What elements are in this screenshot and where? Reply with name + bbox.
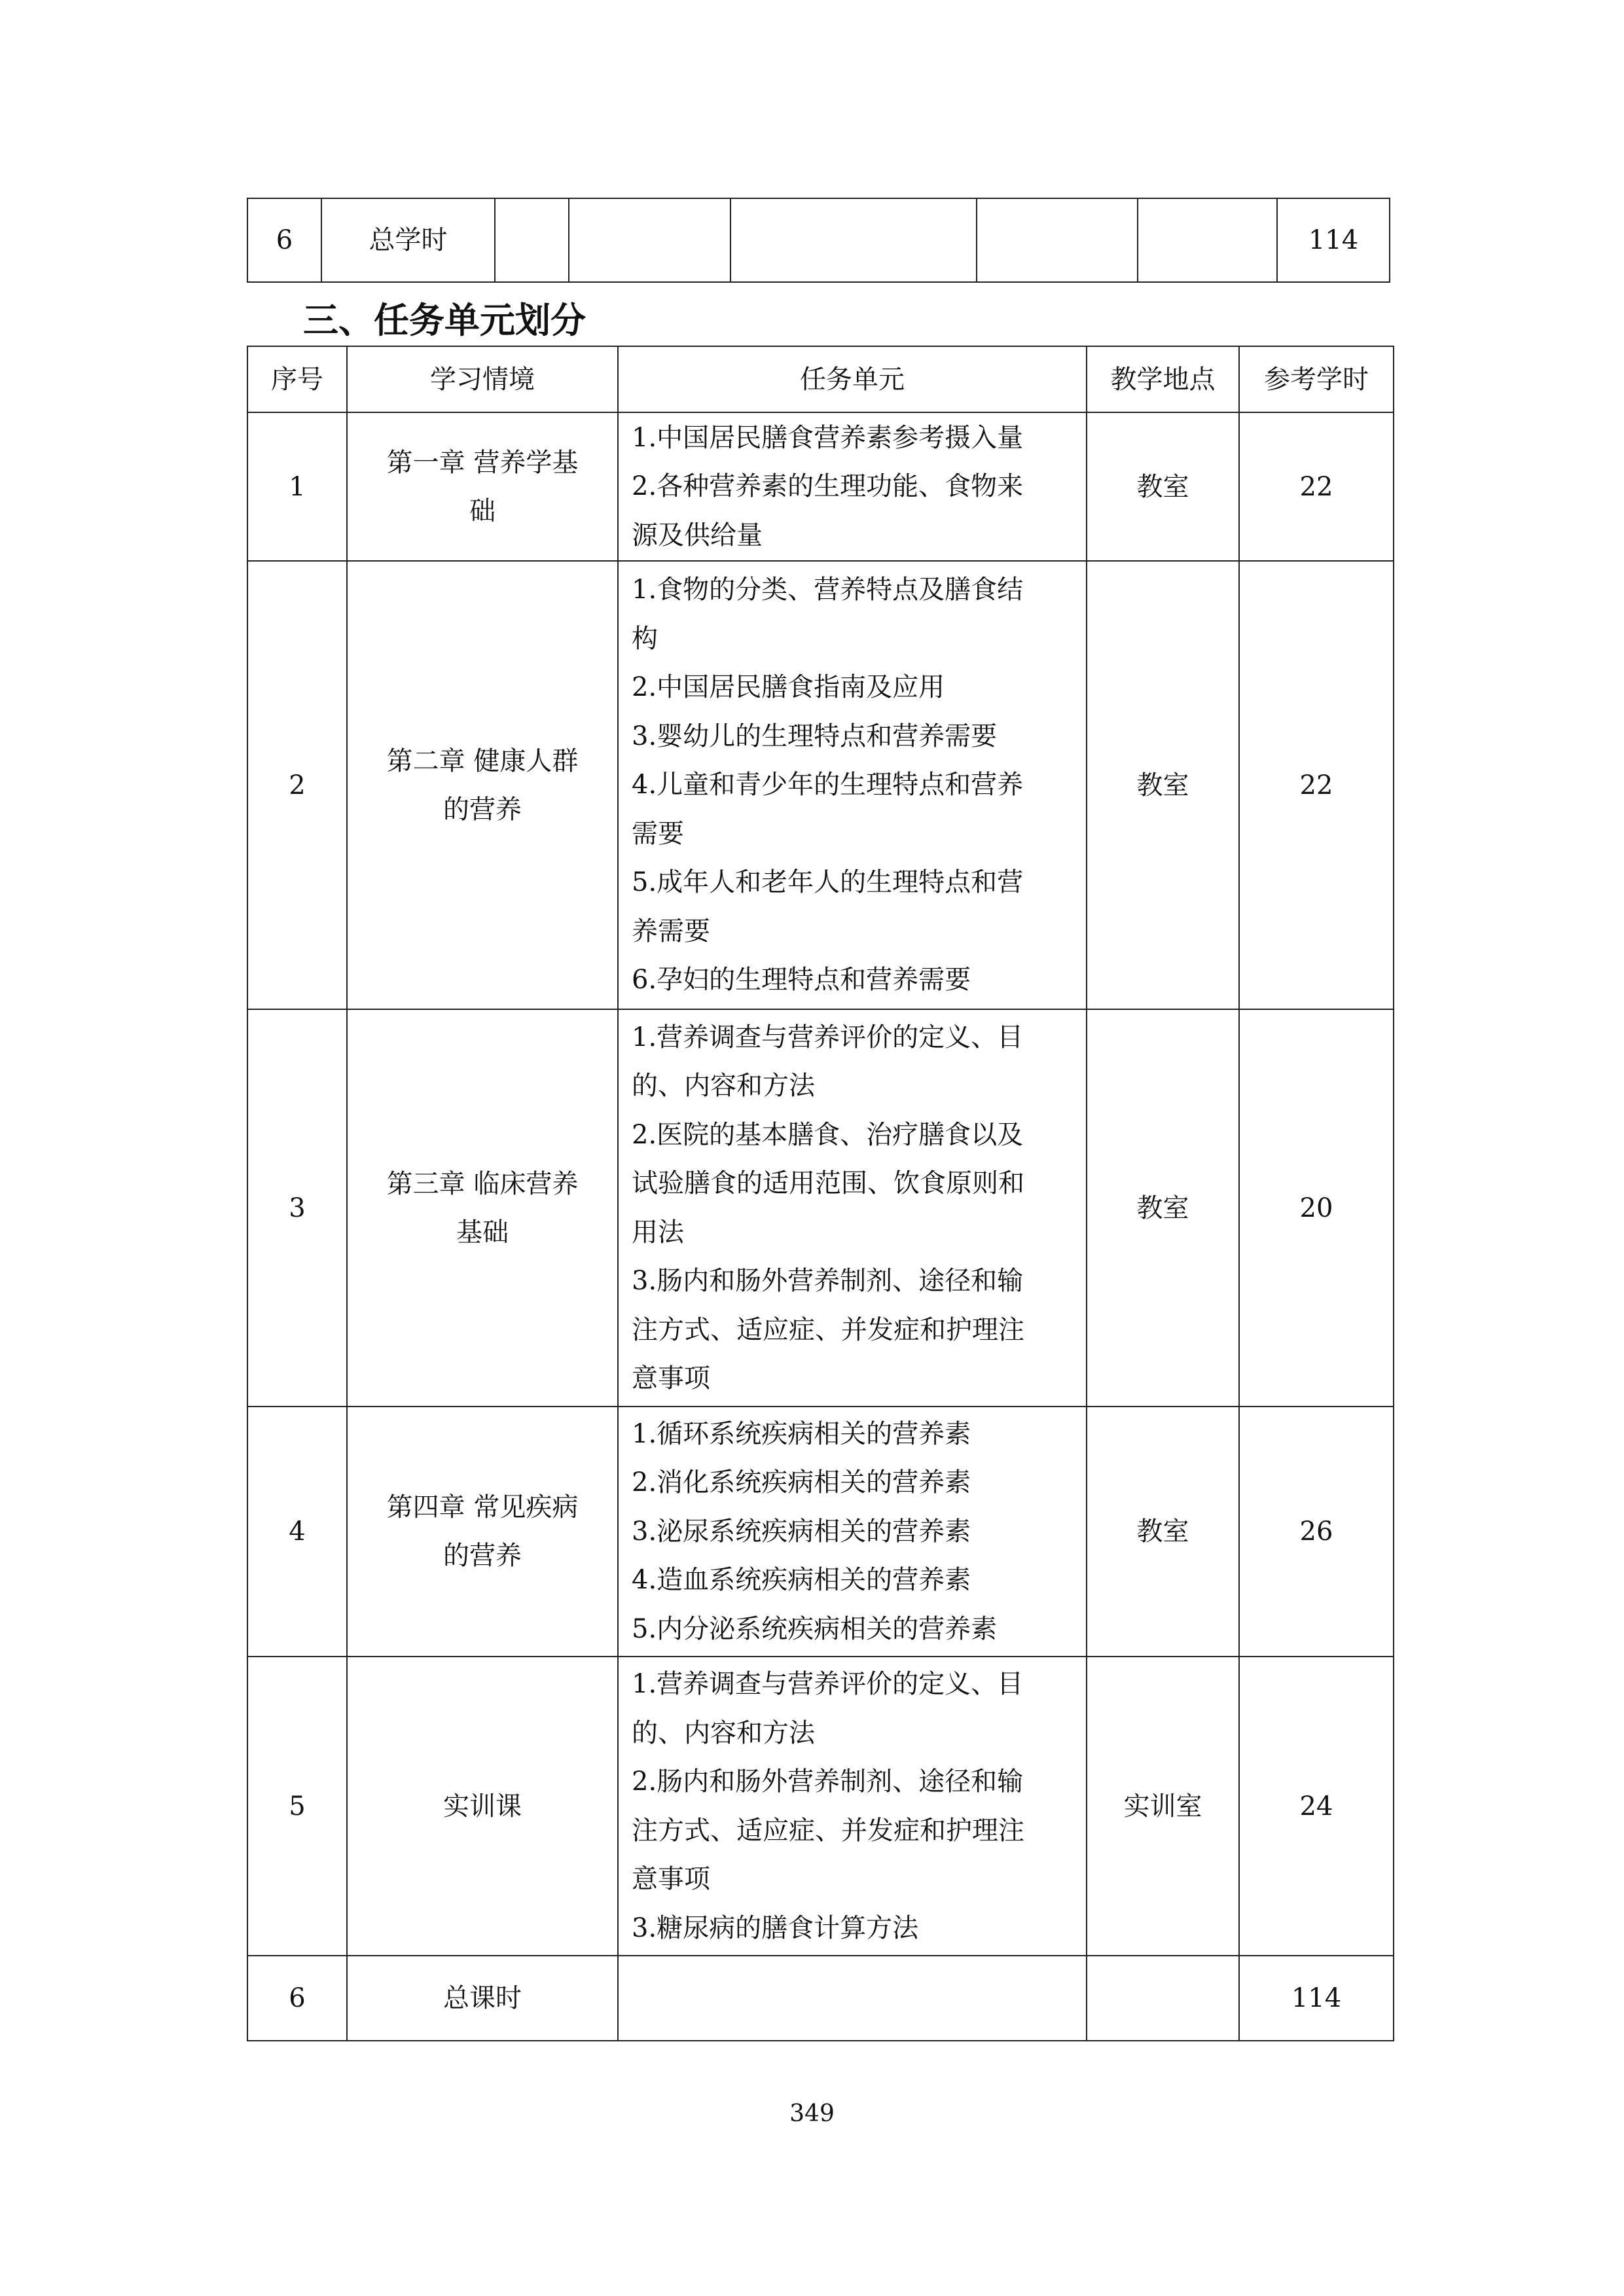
cell-total-hours: 114	[1277, 198, 1390, 282]
row-hours: 20	[1239, 1009, 1394, 1407]
cell-empty	[495, 198, 569, 282]
task-line: 5.成年人和老年人的生理特点和营	[632, 867, 1024, 898]
total-no: 6	[247, 1956, 347, 2041]
task-line: 2.各种营养素的生理功能、食物来	[632, 471, 1024, 502]
situation-line: 的营养	[443, 1541, 522, 1571]
situation-line: 第二章 健康人群	[386, 745, 579, 776]
task-line: 3.泌尿系统疾病相关的营养素	[632, 1516, 971, 1547]
header-no: 序号	[247, 346, 347, 412]
total-row	[247, 1956, 1394, 2041]
task-line: 4.儿童和青少年的生理特点和营养	[632, 770, 1024, 800]
cell-empty	[731, 198, 977, 282]
row-task-unit	[618, 561, 1087, 1009]
row-situation	[347, 412, 618, 561]
task-unit-table	[247, 346, 1394, 2041]
cell-empty	[977, 198, 1138, 282]
task-table-body	[247, 346, 1394, 2041]
total-location	[1087, 1956, 1239, 2041]
task-line: 3.婴幼儿的生理特点和营养需要	[632, 721, 998, 751]
task-line: 2.肠内和肠外营养制剂、途径和输	[632, 1767, 1024, 1797]
page-number: 349	[789, 2100, 835, 2127]
row-location: 教室	[1087, 1009, 1239, 1407]
row-task-unit	[618, 412, 1087, 561]
table-row	[247, 1657, 1394, 1956]
task-line: 1.循环系统疾病相关的营养素	[632, 1418, 971, 1449]
row-location: 教室	[1087, 561, 1239, 1009]
row-hours: 22	[1239, 412, 1394, 561]
row-task-unit	[618, 1657, 1087, 1956]
task-line: 1.中国居民膳食营养素参考摄入量	[632, 422, 1024, 453]
total-label: 总课时	[347, 1956, 618, 2041]
task-line: 5.内分泌系统疾病相关的营养素	[632, 1613, 998, 1644]
header-location: 教学地点	[1087, 346, 1239, 412]
task-line: 2.医院的基本膳食、治疗膳食以及	[632, 1119, 1024, 1150]
task-line: 注方式、适应症、并发症和护理注	[632, 1314, 1024, 1345]
section-title: 三、任务单元划分	[303, 300, 586, 341]
total-hours: 114	[1239, 1956, 1394, 2041]
row-no: 4	[247, 1407, 347, 1657]
task-line: 4.造血系统疾病相关的营养素	[632, 1565, 971, 1596]
header-situation: 学习情境	[347, 346, 618, 412]
row-location: 教室	[1087, 1407, 1239, 1657]
row-location: 实训室	[1087, 1657, 1239, 1956]
table-row	[247, 1009, 1394, 1407]
row-situation	[347, 561, 618, 1009]
situation-line: 第一章 营养学基	[386, 447, 579, 478]
row-no: 1	[247, 412, 347, 561]
situation-line: 的营养	[443, 794, 522, 825]
row-situation	[347, 1009, 618, 1407]
cell-no: 6	[247, 198, 321, 282]
task-line: 源及供给量	[632, 520, 763, 550]
task-line: 1.营养调查与营养评价的定义、目	[632, 1669, 1024, 1699]
task-line: 2.消化系统疾病相关的营养素	[632, 1467, 971, 1498]
task-line: 2.中国居民膳食指南及应用	[632, 672, 945, 703]
row-hours: 22	[1239, 561, 1394, 1009]
table-row	[247, 1407, 1394, 1657]
situation-line: 基础	[456, 1217, 509, 1247]
total-tasks	[618, 1956, 1087, 2041]
row-hours: 24	[1239, 1657, 1394, 1956]
row-no: 5	[247, 1657, 347, 1956]
header-row	[247, 346, 1394, 412]
row-task-unit	[618, 1009, 1087, 1407]
task-line: 的、内容和方法	[632, 1071, 815, 1101]
table-row	[247, 198, 1390, 282]
task-line: 的、内容和方法	[632, 1717, 815, 1748]
task-line: 3.肠内和肠外营养制剂、途径和输	[632, 1266, 1024, 1296]
table-row	[247, 412, 1394, 561]
row-no: 2	[247, 561, 347, 1009]
row-no: 3	[247, 1009, 347, 1407]
situation-line: 第四章 常见疾病	[386, 1492, 579, 1522]
table-row	[247, 561, 1394, 1009]
situation-line: 础	[469, 495, 496, 526]
row-location: 教室	[1087, 412, 1239, 561]
task-line: 意事项	[632, 1363, 710, 1393]
task-line: 1.食物的分类、营养特点及膳食结	[632, 575, 1024, 605]
row-hours: 26	[1239, 1407, 1394, 1657]
task-line: 3.糖尿病的膳食计算方法	[632, 1912, 919, 1943]
task-line: 1.营养调查与营养评价的定义、目	[632, 1022, 1024, 1052]
top-summary-table	[247, 198, 1390, 283]
task-line: 意事项	[632, 1864, 710, 1894]
task-line: 需要	[632, 818, 684, 849]
situation-line: 实训课	[443, 1791, 522, 1821]
task-line: 构	[632, 623, 658, 654]
task-line: 试验膳食的适用范围、饮食原则和	[632, 1168, 1024, 1198]
header-hours: 参考学时	[1239, 346, 1394, 412]
situation-line: 第三章 临床营养	[386, 1168, 579, 1199]
cell-empty	[1138, 198, 1277, 282]
row-situation	[347, 1407, 618, 1657]
cell-label: 总学时	[321, 198, 495, 282]
task-line: 用法	[632, 1217, 684, 1247]
cell-empty	[569, 198, 731, 282]
task-line: 6.孕妇的生理特点和营养需要	[632, 965, 971, 996]
task-line: 注方式、适应症、并发症和护理注	[632, 1815, 1024, 1846]
row-situation	[347, 1657, 618, 1956]
task-line: 养需要	[632, 916, 710, 946]
header-task-unit: 任务单元	[618, 346, 1087, 412]
row-task-unit	[618, 1407, 1087, 1657]
